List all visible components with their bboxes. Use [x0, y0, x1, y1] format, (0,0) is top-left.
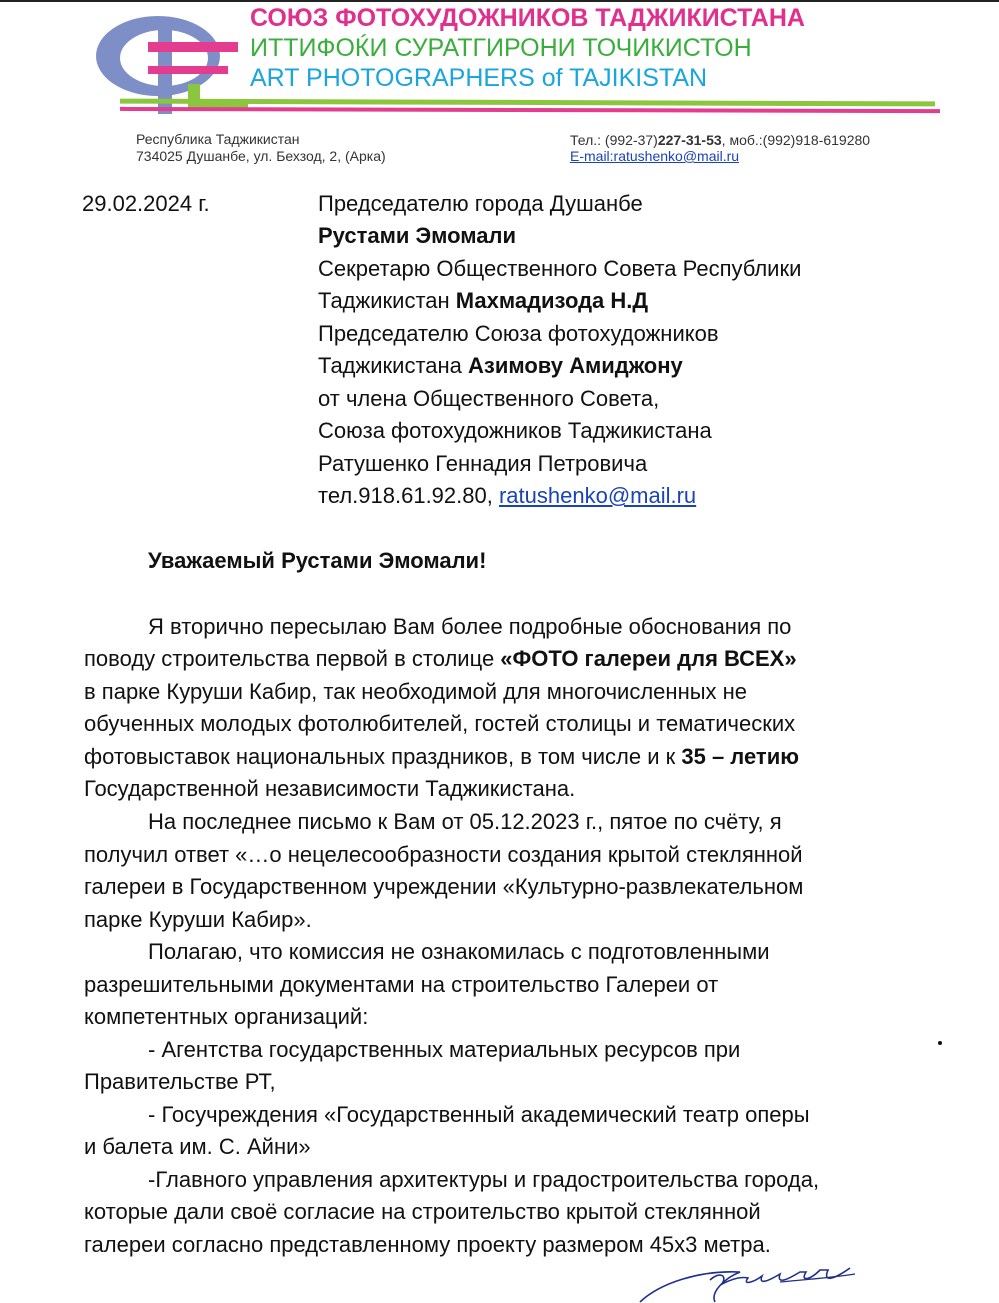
body-line: разрешительными документами на строительство Галереи от [84, 972, 719, 997]
sender-line: от члена Общественного Совета, [318, 386, 660, 411]
address-line-2: 734025 Душанбе, ул. Бехзод, 2, (Арка) [136, 148, 386, 164]
addressee-line [318, 285, 648, 317]
list-item: и балета им. С. Айни» [84, 1134, 311, 1159]
addressee-line: Председателю Союза фотохудожников [318, 321, 719, 346]
addressee-line: Секретарю Общественного Совета Республики [318, 256, 802, 281]
phone-prefix: Тел.: (992-37) [570, 132, 658, 148]
body-line: Полагаю, что комиссия не ознакомилась с подготовленными [148, 939, 770, 964]
body-line: в парке Куруши Кабир, так необходимой для многочисленных не [84, 679, 748, 704]
body-line [84, 741, 799, 773]
letter-date: 29.02.2024 г. [82, 191, 210, 216]
header-phone [570, 132, 870, 149]
addressee-line [318, 350, 683, 382]
body-line: Я вторично пересылаю Вам более подробные обоснования по [148, 614, 792, 639]
phone-mobile: , моб.:(992)918-619280 [721, 132, 871, 148]
list-item: - Агентства государственных материальных ресурсов при [148, 1037, 741, 1062]
body-line: Государственной независимости Таджикистана. [84, 776, 576, 801]
address-line-1: Республика Таджикистан [136, 131, 300, 147]
body-line: компетентных организаций: [84, 1004, 369, 1029]
body-line [84, 643, 797, 675]
body-line: парке Куруши Кабир». [84, 907, 312, 932]
greeting: Уважаемый Рустами Эмомали! [148, 548, 487, 573]
anniversary: 35 – летию [681, 744, 800, 769]
list-item: - Госучреждения «Государственный академический театр оперы [148, 1102, 810, 1127]
org-name-russian: СОЮЗ ФОТОХУДОЖНИКОВ ТАДЖИКИСТАНА [250, 4, 805, 32]
addressee-name: Махмадизода Н.Д [455, 288, 649, 313]
body-line: обученных молодых фотолюбителей, гостей столицы и тематических [84, 711, 796, 736]
ink-dot [938, 1041, 942, 1045]
list-item: Правительстве РТ, [84, 1069, 276, 1094]
org-name-tajik: ИТТИФОЌИ СУРАТГИРОНИ ТОЧИКИСТОН [250, 34, 752, 62]
header-email-link[interactable]: E-mail:ratushenko@mail.ru [570, 148, 740, 164]
body-line: галереи в Государственном учреждении «Культурно-развлекательном [84, 874, 804, 899]
sender-phone: тел.918.61.92.80, [318, 483, 499, 508]
org-name-english: ART PHOTOGRAPHERS of TAJIKISTAN [250, 64, 708, 92]
top-border [0, 0, 999, 2]
sender-line: Союза фотохудожников Таджикистана [318, 418, 712, 443]
gallery-name: «ФОТО галереи для ВСЕХ» [500, 646, 797, 671]
body-line: получил ответ «…о нецелесообразности создания крытой стеклянной [84, 842, 803, 867]
list-item: -Главного управления архитектуры и градостроительства города, [148, 1167, 820, 1192]
addressee-name: Азимову Амиджону [468, 353, 683, 378]
addressee-text: Таджикистан [318, 288, 456, 313]
list-item: галереи согласно представленному проекту размером 45х3 метра. [84, 1232, 771, 1257]
phone-number: 227-31-53 [657, 132, 722, 148]
signature-icon [630, 1258, 870, 1303]
addressee-line: Председателю города Душанбе [318, 191, 643, 216]
sender-contact-line [318, 480, 696, 512]
list-item: которые дали своё согласие на строительство крытой стеклянной [84, 1199, 761, 1224]
addressee-line: Рустами Эмомали [318, 223, 517, 248]
body-text: фотовыставок национальных праздников, в том числе и к [84, 744, 682, 769]
sender-line: Ратушенко Геннадия Петровича [318, 451, 648, 476]
body-line: На последнее письмо к Вам от 05.12.2023 г., пятое по счёту, я [148, 809, 782, 834]
addressee-text: Таджикистана [318, 353, 469, 378]
body-text: поводу строительства первой в столице [84, 646, 501, 671]
sender-email-link[interactable]: ratushenko@mail.ru [498, 483, 697, 508]
